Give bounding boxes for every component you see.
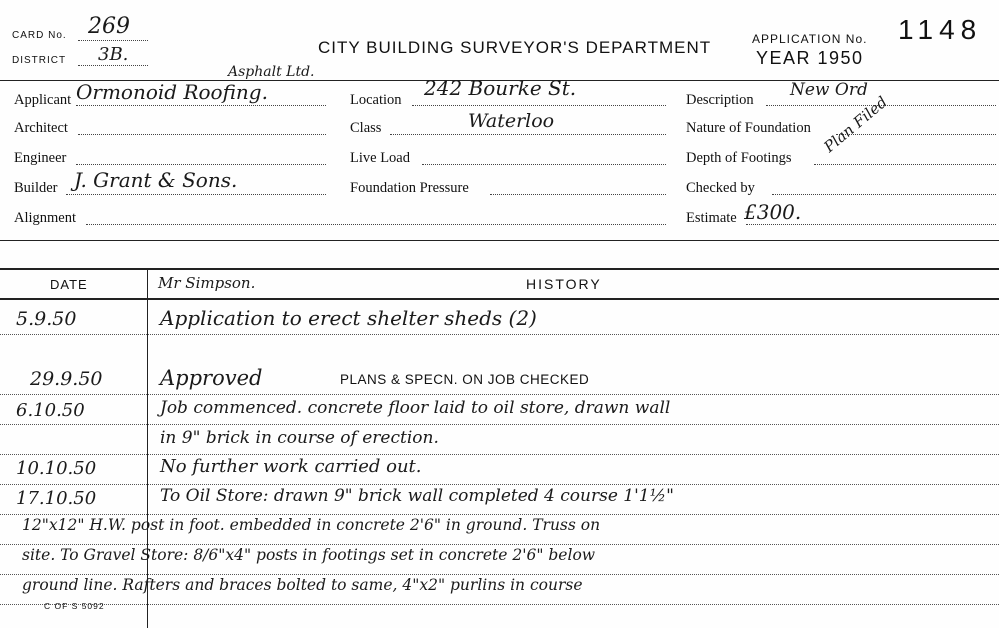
- department-title: CITY BUILDING SURVEYOR'S DEPARTMENT: [318, 38, 712, 57]
- date-column-header: DATE: [50, 277, 88, 292]
- card-no-label: CARD No.: [12, 30, 67, 41]
- history-date: 29.9.50: [30, 368, 103, 390]
- applicant-value: Ormonoid Roofing.: [76, 80, 268, 104]
- class-value: Waterloo: [468, 110, 555, 132]
- description-label: Description: [686, 92, 754, 108]
- builder-label: Builder: [14, 180, 58, 196]
- applicant-note: Asphalt Ltd.: [228, 64, 315, 80]
- estimate-value: £300.: [744, 200, 802, 224]
- history-date: 10.10.50: [16, 458, 97, 479]
- application-no-label: APPLICATION No.: [752, 32, 868, 46]
- history-text: site. To Gravel Store: 8/6"x4" posts in footings set in concrete 2'6" below: [22, 546, 596, 564]
- architect-label: Architect: [14, 120, 68, 136]
- engineer-label: Engineer: [14, 150, 67, 166]
- year-label: YEAR 1950: [756, 48, 864, 68]
- history-stamp: PLANS & SPECN. ON JOB CHECKED: [340, 372, 590, 387]
- history-text: Approved: [160, 366, 263, 390]
- history-column-header: HISTORY: [526, 276, 602, 292]
- history-text: To Oil Store: drawn 9" brick wall completed 4 course 1'1½": [160, 486, 674, 506]
- history-text: No further work carried out.: [160, 456, 422, 477]
- history-text: 12"x12" H.W. post in foot. embedded in concrete 2'6" in ground. Truss on: [22, 516, 601, 534]
- district-label: DISTRICT: [12, 55, 67, 66]
- depth-of-footings-label: Depth of Footings: [686, 150, 792, 166]
- checked-by-label: Checked by: [686, 180, 755, 196]
- class-label: Class: [350, 120, 382, 136]
- application-no-value: 1148: [898, 14, 983, 45]
- description-value: New Ord: [790, 80, 868, 100]
- estimate-label: Estimate: [686, 210, 737, 226]
- location-label: Location: [350, 92, 402, 108]
- foundation-pressure-label: Foundation Pressure: [350, 180, 469, 196]
- history-text: in 9" brick in course of erection.: [160, 428, 439, 448]
- location-value: 242 Bourke St.: [424, 76, 577, 100]
- history-date: 6.10.50: [16, 400, 85, 421]
- alignment-label: Alignment: [14, 210, 77, 226]
- builder-value: J. Grant & Sons.: [74, 168, 238, 192]
- plan-filed-note: Plan Filed: [820, 92, 891, 156]
- live-load-label: Live Load: [350, 150, 410, 166]
- history-date: 17.10.50: [16, 488, 97, 509]
- form-code: C OF S 5092: [44, 601, 105, 611]
- history-text: ground line. Rafters and braces bolted to same, 4"x2" purlins in course: [22, 576, 583, 594]
- inspector-name: Mr Simpson.: [158, 274, 256, 292]
- applicant-label: Applicant: [14, 92, 72, 108]
- nature-of-foundation-label: Nature of Foundation: [686, 120, 811, 136]
- history-text: Job commenced. concrete floor laid to oil store, drawn wall: [160, 398, 671, 418]
- district-value: 3B.: [98, 44, 129, 65]
- history-text: Application to erect shelter sheds (2): [160, 306, 537, 330]
- card-no-value: 269: [88, 14, 130, 39]
- history-date: 5.9.50: [16, 308, 77, 330]
